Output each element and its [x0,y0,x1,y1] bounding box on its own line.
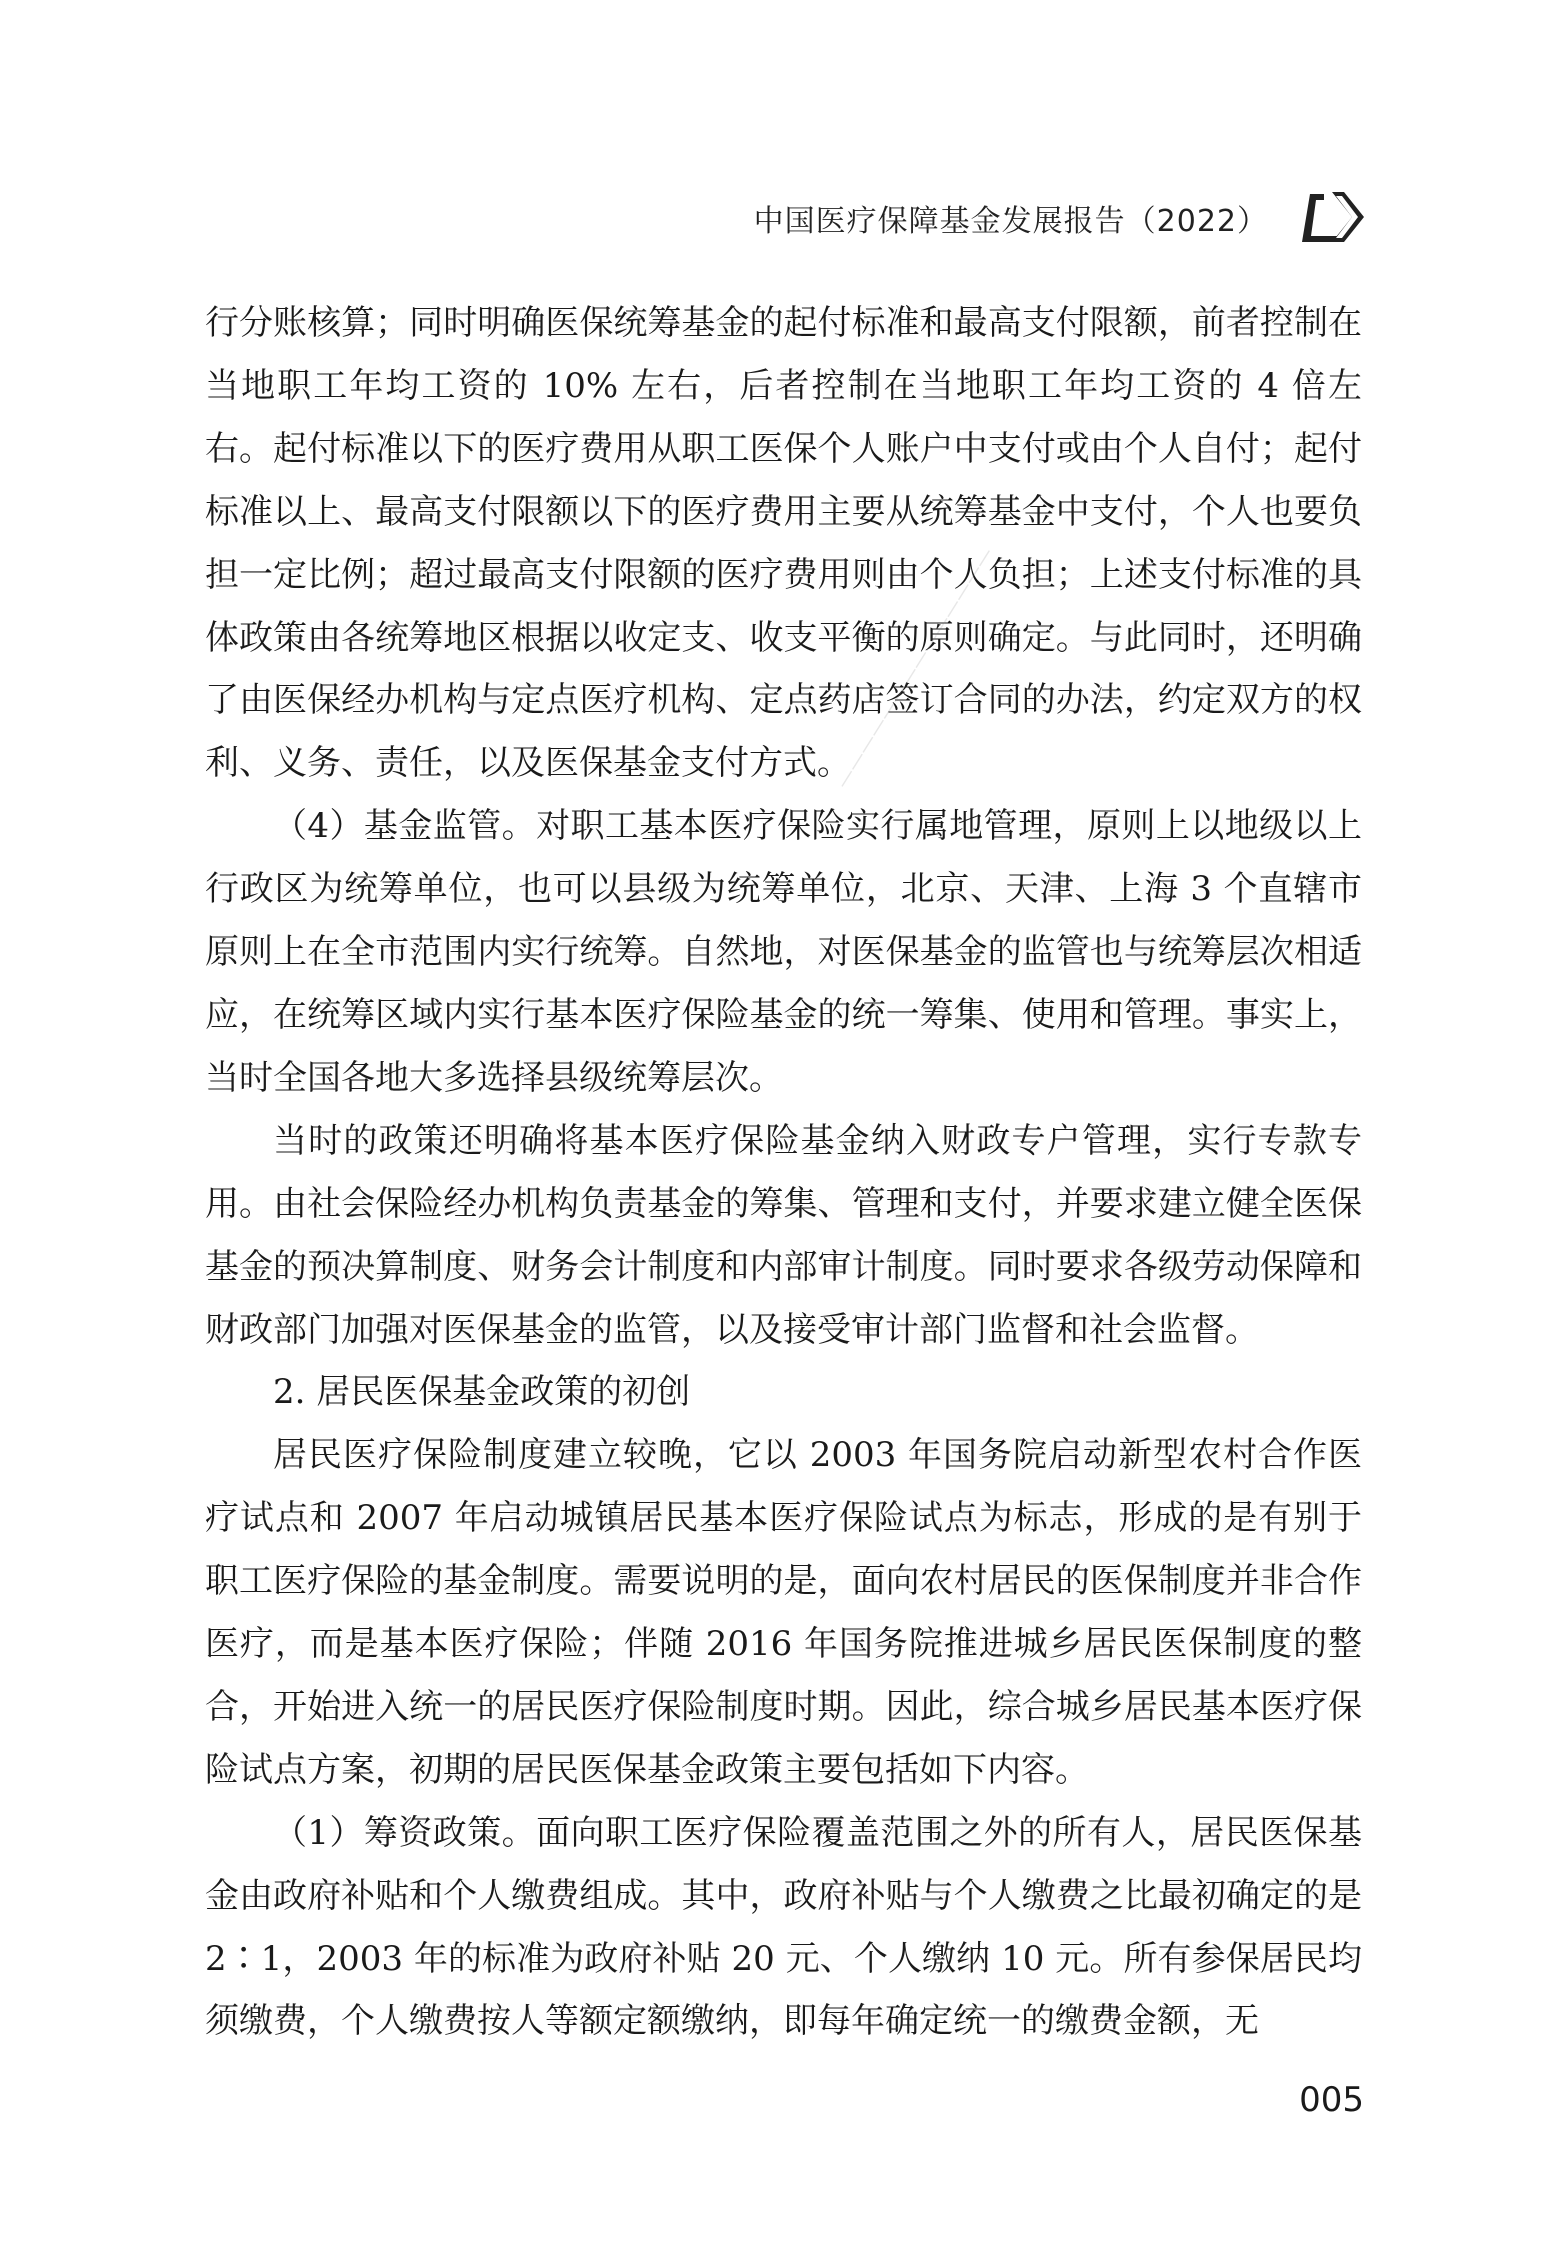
paragraph-resident-insurance: 居民医疗保险制度建立较晚，它以 2003 年国务院启动新型农村合作医疗试点和 2007 年启动城镇居民基本医疗保险试点为标志，形成的是有别于职工医疗保险的基金制度。需要说明的是，面向农村居民的医保制度并非合作医疗，而是基本医疗保险；伴随 2016 年国务院推进城乡居民医保制度的整合，开始进入统一的居民医疗保险制度时期。因此，综合城乡居民基本医疗保险试点方案，初期的居民医保基金政策主要包括如下内容。 [205,1435,1362,1790]
page-number: 005 [1299,2080,1364,2120]
paragraph-continued: 行分账核算；同时明确医保统筹基金的起付标准和最高支付限额，前者控制在当地职工年均工资的 10% 左右，后者控制在当地职工年均工资的 4 倍左右。起付标准以下的医疗费用从职工医保个人账户中支付或由个人自付；起付标准以上、最高支付限额以下的医疗费用主要从统筹基金中支付，个人也要负担一定比例；超过最高支付限额的医疗费用则由个人负担；上述支付标准的具体政策由各统筹地区根据以收定支、收支平衡的原则确定。与此同时，还明确了由医保经办机构与定点医疗机构、定点药店签订合同的办法，约定双方的权利、义务、责任，以及医保基金支付方式。 [205,303,1362,784]
watermark-icon: —————————————— [830,542,999,793]
paragraph-financing-policy: （1）筹资政策。面向职工医疗保险覆盖范围之外的所有人，居民医保基金由政府补贴和个人缴费组成。其中，政府补贴与个人缴费之比最初确定的是 2∶1，2003 年的标准为政府补贴 20 元、个人缴纳 10 元。所有参保居民均须缴费，个人缴费按人等额定额缴纳，即每年确定统一的缴费金额，无 [205,1812,1362,2042]
paragraph-fund-supervision: （4）基金监管。对职工基本医疗保险实行属地管理，原则上以地级以上行政区为统筹单位，也可以县级为统筹单位，北京、天津、上海 3 个直辖市原则上在全市范围内实行统筹。自然地，对医保基金的监管也与统筹层次相适应，在统筹区域内实行基本医疗保险基金的统一筹集、使用和管理。事实上，当时全国各地大多选择县级统筹层次。 [205,806,1362,1098]
chapter-mark-icon [1298,186,1366,248]
section-heading: 2. 居民医保基金政策的初创 [273,1372,691,1413]
body-text [205,292,1362,2053]
paragraph-policy-account: 当时的政策还明确将基本医疗保险基金纳入财政专户管理，实行专款专用。由社会保险经办机构负责基金的筹集、管理和支付，并要求建立健全医保基金的预决算制度、财务会计制度和内部审计制度。同时要求各级劳动保障和财政部门加强对医保基金的监管，以及接受审计部门监督和社会监督。 [205,1120,1362,1350]
running-header-title: 中国医疗保障基金发展报告（2022） [753,204,1268,239]
